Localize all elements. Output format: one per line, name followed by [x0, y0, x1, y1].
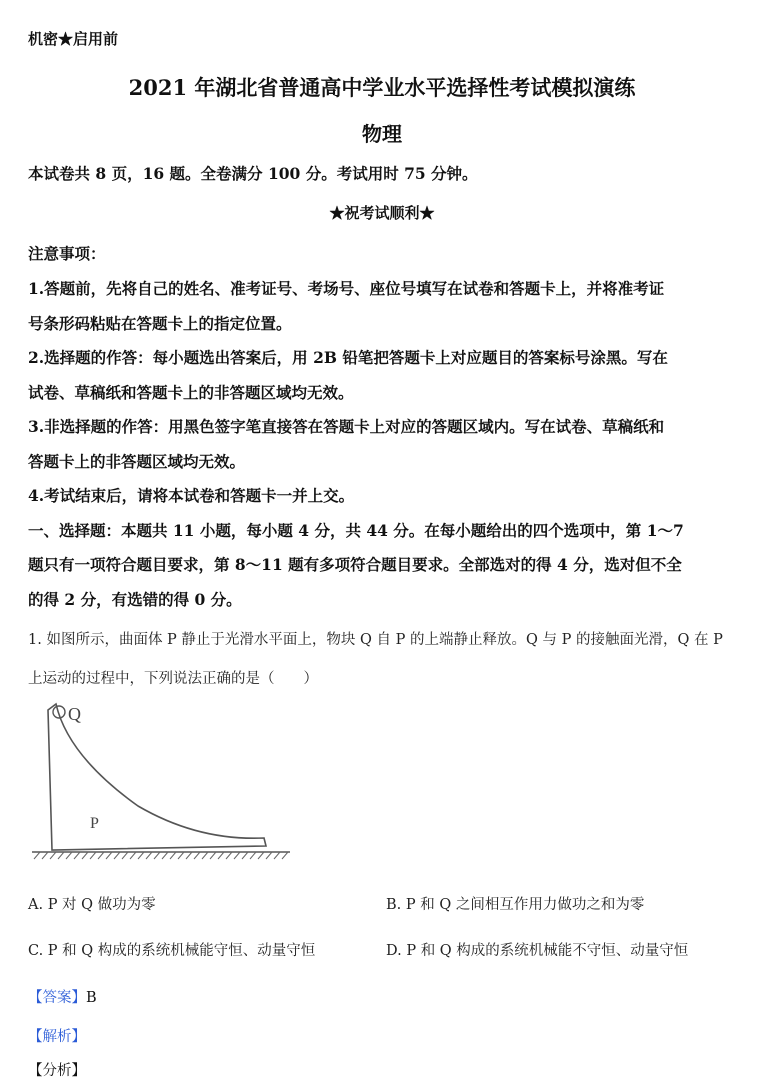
- note-2-line-1: 2.选择题的作答：每小题选出答案后，用 2B 铅笔把答题卡上对应题目的答案标号涂黑。写在: [28, 348, 668, 367]
- analysis-tag: 【解析】: [28, 1029, 86, 1045]
- note-1-line-1: 1.答题前，先将自己的姓名、准考证号、考场号、座位号填写在试卷和答题卡上，并将准考证: [28, 279, 665, 298]
- option-d: D. P 和 Q 构成的系统机械能不守恒、动量守恒: [386, 943, 689, 959]
- curved-body-p: [48, 704, 266, 850]
- answer-tag: 【答案】: [28, 990, 86, 1006]
- analysis-line: [28, 1025, 86, 1046]
- exam-info: 本试卷共 8 页，16 题。全卷满分 100 分。考试用时 75 分钟。: [28, 164, 478, 183]
- exam-title: 2021 年湖北省普通高中学业水平选择性考试模拟演练: [128, 75, 636, 100]
- notes-heading: 注意事项：: [28, 244, 106, 263]
- fenxi-tag: 【分析】: [28, 1063, 86, 1079]
- note-1-line-2: 号条形码粘贴在答题卡上的指定位置。: [28, 314, 292, 333]
- note-2-line-2: 试卷、草稿纸和答题卡上的非答题区域均无效。: [28, 383, 354, 402]
- fenxi-line: [28, 1059, 86, 1080]
- option-a: A. P 对 Q 做功为零: [28, 897, 156, 913]
- label-q: Q: [68, 704, 81, 724]
- section-1-line-1: 一、选择题：本题共 11 小题，每小题 4 分，共 44 分。在每小题给出的四个选项中，第 1～7: [28, 521, 684, 540]
- option-c: C. P 和 Q 构成的系统机械能守恒、动量守恒: [28, 943, 316, 959]
- subject-title: 物理: [362, 122, 402, 146]
- confidential-label: 机密★启用前: [28, 30, 119, 48]
- ground-hatching: [34, 852, 288, 859]
- answer-line: [28, 986, 97, 1007]
- question-1-line-1: 1. 如图所示，曲面体 P 静止于光滑水平面上，物块 Q 自 P 的上端静止释放。Q 与 P 的接触面光滑，Q 在 P: [28, 632, 723, 648]
- answer-value: B: [86, 990, 97, 1006]
- wish-line: ★祝考试顺利★: [329, 204, 435, 222]
- note-4: 4.考试结束后，请将本试卷和答题卡一并上交。: [28, 486, 355, 505]
- note-3-line-2: 答题卡上的非答题区域均无效。: [28, 452, 246, 471]
- question-1-line-2: 上运动的过程中，下列说法正确的是（ ）: [28, 671, 318, 687]
- curved-slope-figure: [28, 696, 298, 866]
- label-p: P: [90, 815, 99, 832]
- note-3-line-1: 3.非选择题的作答：用黑色签字笔直接答在答题卡上对应的答题区域内。写在试卷、草稿纸和: [28, 417, 665, 436]
- section-1-line-3: 的得 2 分，有选错的得 0 分。: [28, 590, 242, 609]
- section-1-line-2: 题只有一项符合题目要求，第 8～11 题有多项符合题目要求。全部选对的得 4 分，选对但不全: [28, 555, 682, 574]
- option-b: B. P 和 Q 之间相互作用力做功之和为零: [386, 897, 645, 913]
